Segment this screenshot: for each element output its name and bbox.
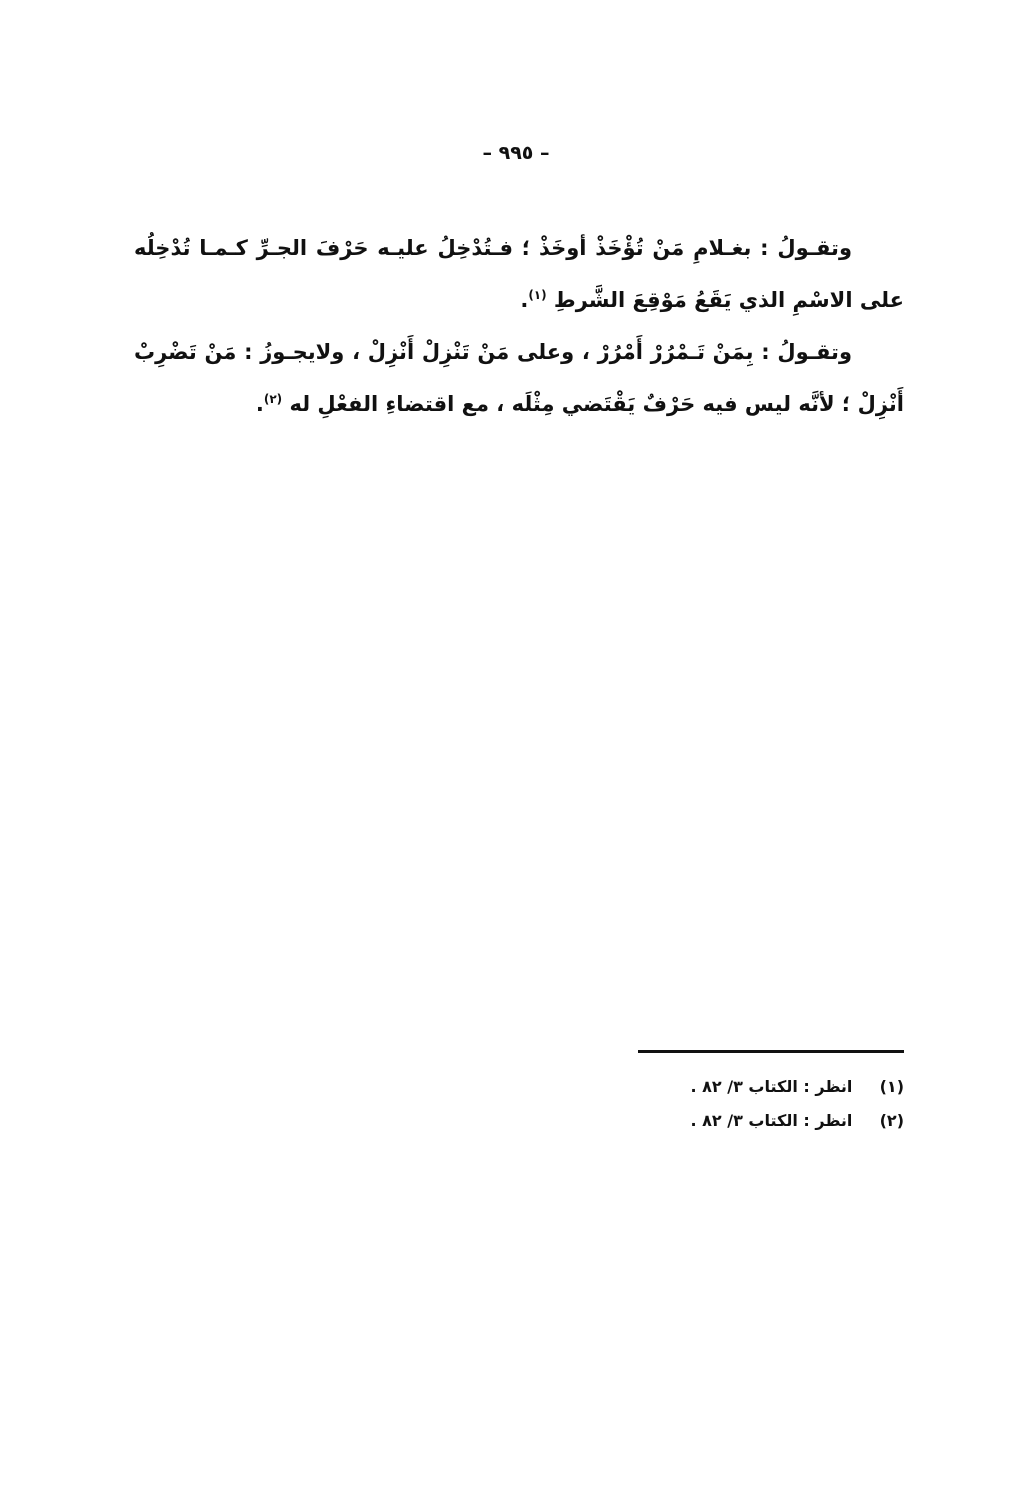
footnotes — [560, 1070, 904, 1138]
paragraph-2-end: . — [255, 392, 264, 416]
footnote-2 — [560, 1104, 904, 1138]
paragraph-1-text: وتقـولُ : بغـلامِ مَنْ تُؤْخَذْ أوخَذْ ؛ فـتُدْخِلُ عليـه حَرْفَ الجـرِّ كـمـا تُدْخِلُه على الاسْمِ الذي يَقَعُ مَوْقِعَ الشَّرطِ — [134, 236, 904, 312]
footnote-2-number: (٢) — [879, 1111, 904, 1130]
paragraph-1-end: . — [520, 288, 529, 312]
footnote-ref-1: (١) — [528, 288, 547, 302]
footnote-ref-2: (٢) — [263, 392, 283, 406]
paragraph-2-text: وتقـولُ : بِمَنْ تَـمْرُرْ أَمْرُرْ ، وعلى مَنْ تَنْزِلْ أَنْزِلْ ، ولايجـوزُ : مَنْ تَضْرِبْ أَنْزِلْ ؛ لأنَّه ليس فيه حَرْفٌ يَقْتَضي مِثْلَه ، مع اقتضاءِ الفعْلِ له — [134, 340, 904, 416]
page-number: – ٩٩٥ – — [482, 142, 550, 164]
footnote-2-text: انظر : الكتاب ٣/ ٨٢ . — [690, 1111, 853, 1130]
paragraph-1 — [134, 222, 904, 326]
paragraph-2 — [134, 326, 904, 430]
footnote-1 — [560, 1070, 904, 1104]
footnote-1-text: انظر : الكتاب ٣/ ٨٢ . — [690, 1077, 853, 1096]
footnote-1-number: (١) — [879, 1077, 904, 1096]
main-text — [134, 222, 904, 430]
footnote-separator — [638, 1050, 904, 1053]
